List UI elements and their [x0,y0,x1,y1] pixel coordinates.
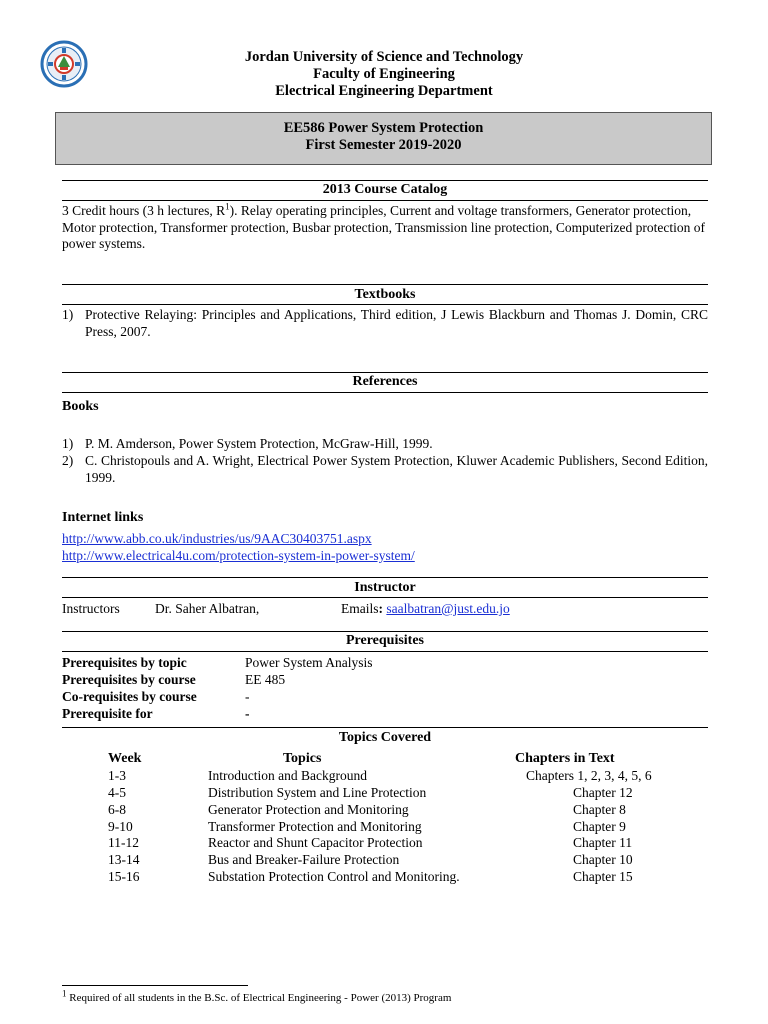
chapters-cell: Chapter 10 [573,852,633,867]
reference-item [62,436,708,453]
emails-label-group: Emails: saalbatran@just.edu.jo [341,601,510,616]
prereq-value: EE 485 [245,672,286,687]
topic-cell: Substation Protection Control and Monitoring. [208,869,460,884]
prereq-value: - [245,706,250,721]
chapters-cell: Chapter 11 [573,835,633,850]
footnote-mark: 1 [62,988,67,999]
chapters-cell: Chapters 1, 2, 3, 4, 5, 6 [526,768,652,783]
table-row [0,818,768,835]
emails-label: Emails [341,601,379,616]
footnote-divider [62,985,248,986]
divider [62,284,708,285]
table-row [0,868,768,885]
books-label: Books [62,399,99,414]
catalog-heading: 2013 Course Catalog [322,182,448,197]
internet-links-label: Internet links [62,510,144,525]
textbooks-heading: Textbooks [354,287,416,302]
reference-text: C. Christopouls and A. Wright, Electrical Power System Protection, Kluwer Academic Publishers, Second Edition, 1999. [85,453,708,485]
reference-item [62,453,708,486]
course-banner-text [55,120,712,154]
item-number: 2) [62,453,74,468]
table-row [0,851,768,868]
instructor-name: Dr. Saher Albatran, [155,601,260,616]
header [0,49,768,100]
textbook-text: Protective Relaying: Principles and Applications, Third edition, J Lewis Blackburn and Thomas J. Domin, CRC Press, 2007. [85,307,708,339]
link-abb[interactable]: http://www.abb.co.uk/industries/us/9AAC30403751.aspx [62,531,372,546]
divider [62,372,708,373]
chapters-cell: Chapter 12 [573,785,633,800]
chapters-cell: Chapter 9 [573,819,626,834]
prereq-row [0,654,768,671]
chapters-cell: Chapter 8 [573,802,626,817]
instructor-heading: Instructor [354,580,416,595]
prereq-label: Co-requisites by course [62,689,197,704]
chapters-cell: Chapter 15 [573,869,633,884]
week-cell: 6-8 [108,802,126,817]
semester: First Semester 2019-2020 [305,137,462,153]
instructor-row [0,600,768,617]
divider [62,304,708,305]
prereq-value: - [245,689,250,704]
table-row [0,767,768,784]
references-heading: References [352,374,418,389]
prerequisites-heading: Prerequisites [345,633,425,648]
prereq-label: Prerequisites by topic [62,655,187,670]
faculty-name: Faculty of Engineering [313,66,455,82]
internet-links [62,530,415,564]
week-cell: 1-3 [108,768,126,783]
item-number: 1) [62,307,74,322]
reference-text: P. M. Amderson, Power System Protection, McGraw-Hill, 1999. [85,436,433,451]
topic-cell: Reactor and Shunt Capacitor Protection [208,835,423,850]
prereq-label: Prerequisites by course [62,672,196,687]
week-cell: 11-12 [108,835,139,850]
footnote-reference: 1 [225,201,230,212]
textbook-item [62,307,708,340]
link-electrical4u[interactable]: http://www.electrical4u.com/protection-system-in-power-system/ [62,548,415,563]
department-name: Electrical Engineering Department [275,83,493,99]
divider [62,200,708,201]
week-cell: 13-14 [108,852,140,867]
instructor-email[interactable]: saalbatran@just.edu.jo [386,601,510,616]
column-chapters: Chapters in Text [515,751,615,766]
topic-cell: Distribution System and Line Protection [208,785,427,800]
topic-cell: Transformer Protection and Monitoring [208,819,422,834]
topic-cell: Bus and Breaker-Failure Protection [208,852,400,867]
instructor-label: Instructors [62,601,120,616]
topic-cell: Generator Protection and Monitoring [208,802,409,817]
table-row [0,801,768,818]
footnote [62,988,452,1005]
prereq-label: Prerequisite for [62,706,153,721]
divider [62,597,708,598]
column-week: Week [108,751,142,766]
prereq-row [0,671,768,688]
topic-cell: Introduction and Background [208,768,367,783]
course-title: EE586 Power System Protection [283,120,484,136]
divider [62,577,708,578]
topics-heading: Topics Covered [338,730,432,745]
footnote-text: Required of all students in the B.Sc. of Electrical Engineering - Power (2013) Program [66,992,452,1004]
week-cell: 4-5 [108,785,126,800]
divider [62,651,708,652]
catalog-text-start: 3 Credit hours (3 h lectures, R [62,203,226,218]
university-name: Jordan University of Science and Technology [244,49,524,65]
divider [62,727,708,728]
week-cell: 9-10 [108,819,133,834]
prereq-row [0,705,768,722]
catalog-text-end: ). Relay operating principles, Current and voltage transformers, Generator protection, Motor protection, Transformer protection, Busbar protection, Transmission line protection, Computerized protection of power systems. [62,203,706,251]
prereq-value: Power System Analysis [245,655,373,670]
week-cell: 15-16 [108,869,140,884]
column-topics: Topics [283,751,322,766]
catalog-description [62,203,708,253]
topics-header-row [0,750,768,767]
item-number: 1) [62,436,74,451]
table-row [0,834,768,851]
prereq-row [0,688,768,705]
table-row [0,784,768,801]
divider [62,631,708,632]
divider [62,180,708,181]
divider [62,392,708,393]
